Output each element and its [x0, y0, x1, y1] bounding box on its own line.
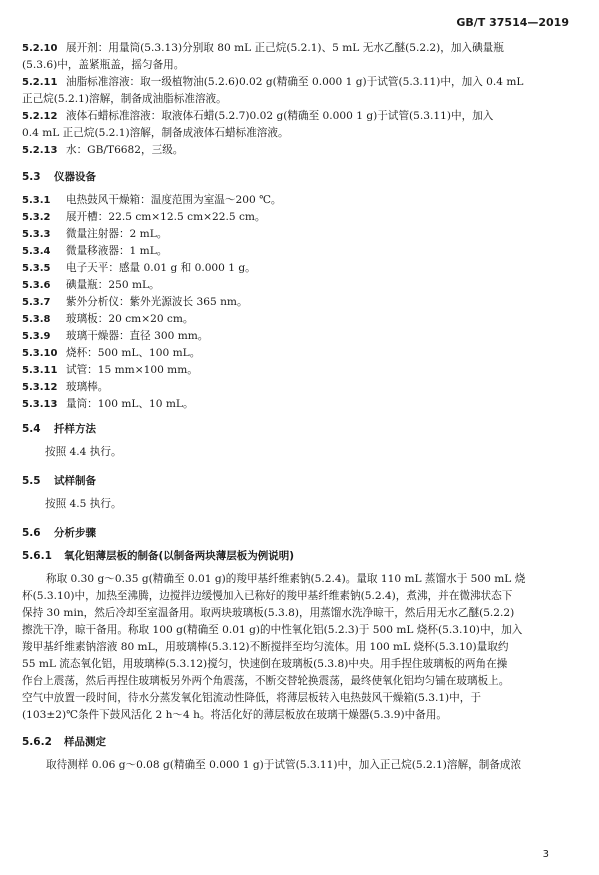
- equipment-item: 5.3.10 烧杯：500 mL、100 mL。: [22, 347, 201, 359]
- equipment-item: 5.3.13 量筒：100 mL、10 mL。: [22, 398, 194, 410]
- section-5-6-2-body: [22, 757, 581, 774]
- clause-text: 液体石蜡标准溶液：取液体石蜡(5.2.7)0.02 g(精确至 0.000 1 g)于试管(5.3.11)中，加入: [66, 110, 494, 122]
- clause-number: 5.2.13: [22, 145, 58, 156]
- document-body: [22, 40, 581, 774]
- equipment-item: 5.3.9 玻璃干燥器：直径 300 mm。: [22, 330, 209, 342]
- paragraph-line: 保持 30 min，然后冷却至室温备用。取两块玻璃板(5.3.8)，用蒸馏水洗净晾干，然后用无水乙醚(5.2.2): [22, 607, 515, 619]
- section-heading-5-6-2: 5.6.2 样品测定: [22, 736, 106, 748]
- standard-number: GB/T 37514—2019: [456, 16, 569, 29]
- clause-text: 0.4 mL 正己烷(5.2.1)溶解，制备成液体石蜡标准溶液。: [22, 127, 289, 139]
- paragraph-line: 称取 0.30 g～0.35 g(精确至 0.01 g)的羧甲基纤维素钠(5.2.4)。量取 110 mL 蒸馏水于 500 mL 烧: [46, 573, 526, 585]
- clause-number: 5.2.12: [22, 111, 58, 122]
- paragraph-line: (103±2)℃条件下鼓风活化 2 h～4 h。将活化好的薄层板放在玻璃干燥器(5.3.9)中备用。: [22, 709, 448, 721]
- paragraph-line: 作台上震荡，然后再捏住玻璃板另外两个角震荡，不断交替轮换震荡，最终使氧化铝均匀铺在玻璃板上。: [22, 675, 510, 687]
- section-heading-5-3: 5.3 仪器设备: [22, 171, 96, 183]
- reagent-5-2-12: [22, 108, 581, 142]
- equipment-item: 5.3.7 紫外分析仪：紫外光源波长 365 nm。: [22, 296, 248, 308]
- equipment-item: 5.3.11 试管：15 mm×100 mm。: [22, 364, 198, 376]
- equipment-list: [22, 192, 581, 413]
- reagent-list: [22, 40, 581, 159]
- section-heading-5-4: 5.4 扦样方法: [22, 423, 96, 435]
- paragraph-line: 擦洗干净，晾干备用。称取 100 g(精确至 0.01 g)的中性氧化铝(5.2.3)于 500 mL 烧杯(5.3.10)中，加入: [22, 624, 523, 636]
- section-5-5-body: 按照 4.5 执行。: [45, 498, 122, 510]
- reagent-5-2-13: [22, 142, 581, 159]
- section-5-4-body: 按照 4.4 执行。: [45, 446, 122, 458]
- section-heading-5-5: 5.5 试样制备: [22, 475, 96, 487]
- reagent-5-2-10: [22, 40, 581, 74]
- clause-number: 5.2.10: [22, 43, 58, 54]
- section-heading-5-6-1: 5.6.1 氧化铝薄层板的制备(以制备两块薄层板为例说明): [22, 550, 295, 562]
- equipment-item: 5.3.5 电子天平：感量 0.01 g 和 0.000 1 g。: [22, 262, 256, 274]
- paragraph-line: 空气中放置一段时间，待水分蒸发氧化铝流动性降低，将薄层板转入电热鼓风干燥箱(5.3.1)中，于: [22, 692, 481, 704]
- clause-text: (5.3.6)中，盖紧瓶盖，摇匀备用。: [22, 59, 185, 71]
- page-number: 3: [542, 849, 549, 860]
- clause-text: 油脂标准溶液：取一级植物油(5.2.6)0.02 g(精确至 0.000 1 g)于试管(5.3.11)中，加入 0.4 mL: [66, 76, 524, 88]
- equipment-item: 5.3.8 玻璃板：20 cm×20 cm。: [22, 313, 194, 325]
- clause-text: 展开剂：用量筒(5.3.13)分别取 80 mL 正己烷(5.2.1)、5 mL 无水乙醚(5.2.2)，加入碘量瓶: [66, 42, 504, 54]
- equipment-item: 5.3.1 电热鼓风干燥箱：温度范围为室温～200 ℃。: [22, 194, 282, 206]
- clause-text: 水：GB/T6682，三级。: [66, 144, 184, 156]
- clause-text: 正己烷(5.2.1)溶解，制备成油脂标准溶液。: [22, 93, 227, 105]
- equipment-item: 5.3.6 碘量瓶：250 mL。: [22, 279, 160, 291]
- section-5-6-1-body: [22, 571, 581, 724]
- equipment-item: 5.3.4 微量移液器：1 mL。: [22, 245, 168, 257]
- paragraph-line: 羧甲基纤维素钠溶液 80 mL，用玻璃棒(5.3.12)不断搅拌至均匀流体。用 100 mL 烧杯(5.3.10)量取约: [22, 641, 509, 653]
- equipment-item: 5.3.2 展开槽：22.5 cm×12.5 cm×22.5 cm。: [22, 211, 266, 223]
- paragraph-line: 取待测样 0.06 g～0.08 g(精确至 0.000 1 g)于试管(5.3.11)中，加入正己烷(5.2.1)溶解，制备成浓: [46, 759, 522, 771]
- paragraph-line: 55 mL 流态氧化铝，用玻璃棒(5.3.12)搅匀，快速倒在玻璃板(5.3.8)中央。用手捏住玻璃板的两角在操: [22, 658, 508, 670]
- paragraph-line: 杯(5.3.10)中，加热至沸腾，边搅拌边缓慢加入已称好的羧甲基纤维素钠(5.2.4)，煮沸，并在微沸状态下: [22, 590, 513, 602]
- section-heading-5-6: 5.6 分析步骤: [22, 527, 96, 539]
- clause-number: 5.2.11: [22, 77, 58, 88]
- reagent-5-2-11: [22, 74, 581, 108]
- equipment-item: 5.3.3 微量注射器：2 mL。: [22, 228, 168, 240]
- equipment-item: 5.3.12 玻璃棒。: [22, 381, 109, 393]
